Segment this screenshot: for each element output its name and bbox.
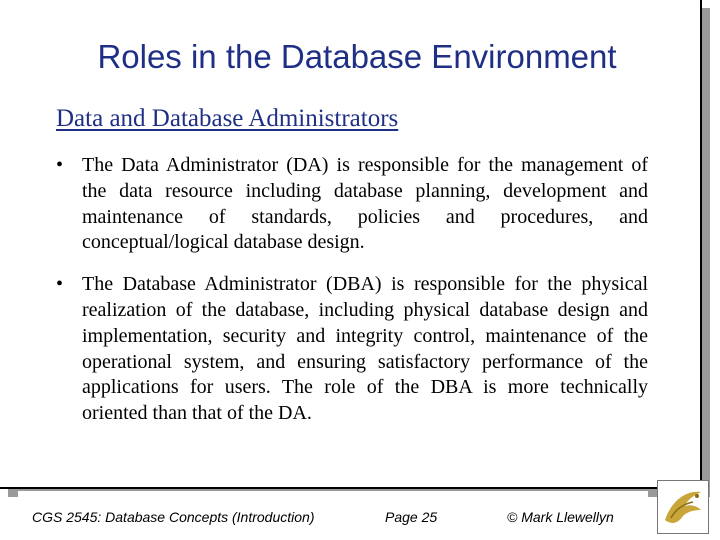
bullet-item xyxy=(56,272,648,427)
footer-bar xyxy=(18,491,648,537)
bullet-item xyxy=(56,153,648,256)
bullet-dot: • xyxy=(56,273,64,296)
bullet-dot: • xyxy=(56,154,64,176)
pegasus-logo-icon xyxy=(657,480,709,534)
slide-title: Roles in the Database Environment xyxy=(97,38,617,75)
bullet-text: The Database Administrator (DBA) is responsible for the physical realization of the database, including physical database design and implementation, security and integrity control, maintenance of the operational system, and ensuring satisfactory performance of the applications for users. The role of the DBA is more technically oriented than that of the DA. xyxy=(82,273,648,425)
footer-page-number: Page 25 xyxy=(385,509,438,525)
slide-subtitle: Data and Database Administrators xyxy=(56,105,399,132)
bullet-text: The Data Administrator (DA) is responsible for the management of the data resource including database planning, development and maintenance of standards, policies and procedures, and conceptual/logical database design. xyxy=(82,154,648,254)
footer-course: CGS 2545: Database Concepts (Introduction) xyxy=(32,509,315,525)
bullet-list xyxy=(56,153,648,443)
footer-author: © Mark Llewellyn xyxy=(507,509,614,525)
